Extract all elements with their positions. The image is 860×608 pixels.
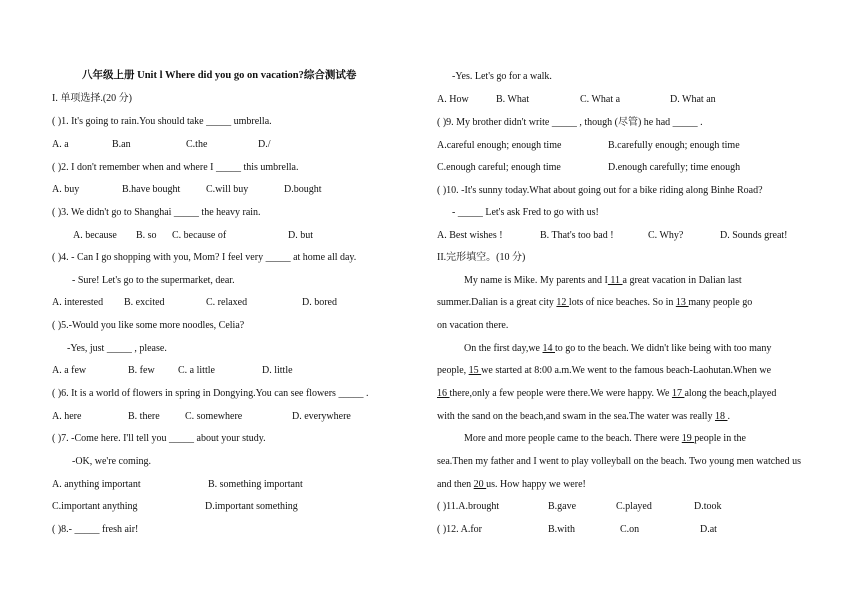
passage-line	[464, 343, 771, 355]
q10-option-a: A. Best wishes !	[437, 230, 503, 241]
q1-option-d: D./	[258, 139, 271, 150]
passage-line	[464, 433, 746, 445]
blank-19: 19	[681, 433, 695, 444]
passage-text: us. How happy we were!	[486, 479, 586, 490]
question-4: ( )4. - Can I go shopping with you, Mom? I feel very _____ at home all day.	[52, 252, 357, 263]
question-7-reply: -OK, we're coming.	[72, 456, 151, 467]
blank-18: 18	[714, 411, 728, 422]
passage-text: we started at 8:00 a.m.We went to the famous beach-Laohutan.When we	[481, 365, 772, 376]
q9-option-b: B.carefully enough; enough time	[608, 140, 740, 151]
section-1-heading: I. 单项选择.(20 分)	[52, 93, 132, 104]
q2-option-a: A. buy	[52, 184, 80, 195]
q2-option-c: C.will buy	[206, 184, 249, 195]
question-6: ( )6. It is a world of flowers in spring in Dongying.You can see flowers _____ .	[52, 388, 369, 399]
question-10: ( )10. -It's sunny today.What about going out for a bike riding along Binhe Road?	[437, 185, 763, 196]
q1-option-a: A. a	[52, 139, 69, 150]
q9-option-c: C.enough careful; enough time	[437, 162, 561, 173]
question-4-reply: - Sure! Let's go to the supermarket, dear.	[72, 275, 235, 286]
q11-option-b: B.gave	[548, 501, 577, 512]
q7-option-b: B. something important	[208, 479, 303, 490]
blank-14: 14	[542, 343, 555, 354]
blank-15: 15	[468, 365, 482, 376]
q4-option-d: D. bored	[302, 297, 337, 308]
q3-option-d: D. but	[288, 230, 313, 241]
q7-option-c: C.important anything	[52, 501, 138, 512]
question-8-reply: -Yes. Let's go for a walk.	[452, 71, 552, 82]
passage-text: .	[727, 411, 730, 422]
q12-option-b: B.with	[548, 524, 575, 535]
passage-text: to go to the beach. We didn't like being with too many	[555, 343, 772, 354]
passage-text: there,only a few people were there.We were happy. We	[449, 388, 672, 399]
q5-option-d: D. little	[262, 365, 293, 376]
q3-option-b: B. so	[136, 230, 157, 241]
passage-line	[464, 275, 742, 287]
passage-text: many people go	[688, 297, 753, 308]
question-3: ( )3. We didn't go to Shanghai _____ the heavy rain.	[52, 207, 261, 218]
blank-16: 16	[437, 388, 450, 399]
passage-text: people in the	[694, 433, 746, 444]
question-7: ( )7. -Come here. I'll tell you _____ about your study.	[52, 433, 266, 444]
q8-option-a: A. How	[437, 94, 469, 105]
blank-12: 12	[556, 297, 569, 308]
question-1: ( )1. It's going to rain.You should take _____ umbrella.	[52, 116, 272, 127]
question-9: ( )9. My brother didn't write _____ , though (尽管) he had _____ .	[437, 117, 703, 128]
passage-text: On the first day,we	[464, 343, 543, 354]
passage-text: and then	[437, 479, 474, 490]
q3-option-a: A. because	[73, 230, 117, 241]
q6-option-a: A. here	[52, 411, 82, 422]
document-title: 八年级上册 Unit l Where did you go on vacation?综合测试卷	[82, 70, 357, 81]
passage-line	[437, 388, 776, 400]
q8-option-c: C. What a	[580, 94, 621, 105]
passage-text: summer.Dalian is a great city	[437, 297, 557, 308]
q8-option-b: B. What	[496, 94, 530, 105]
q12-option-c: C.on	[620, 524, 640, 535]
passage-text: along the beach,played	[684, 388, 777, 399]
q2-option-d: D.bought	[284, 184, 322, 195]
passage-text: people,	[437, 365, 469, 376]
section-2-heading: II.完形填空。(10 分)	[437, 252, 526, 263]
q8-option-d: D. What an	[670, 94, 716, 105]
question-10-reply: - _____ Let's ask Fred to go with us!	[452, 207, 599, 218]
q2-option-b: B.have bought	[122, 184, 181, 195]
q5-option-a: A. a few	[52, 365, 87, 376]
q12-option-d: D.at	[700, 524, 717, 535]
passage-text: More and more people came to the beach. There were	[464, 433, 682, 444]
q10-option-d: D. Sounds great!	[720, 230, 788, 241]
q7-option-d: D.important something	[205, 501, 298, 512]
q1-option-b: B.an	[112, 139, 131, 150]
q4-option-a: A. interested	[52, 297, 104, 308]
passage-text: with the sand on the beach,and swam in the sea.The water was really	[437, 411, 715, 422]
passage-line: sea.Then my father and I went to play volleyball on the beach. Two young men watched us	[437, 456, 802, 467]
q5-option-b: B. few	[128, 365, 155, 376]
passage-text: lots of nice beaches. So in	[568, 297, 676, 308]
question-5-reply: -Yes, just _____ , please.	[67, 343, 167, 354]
q1-option-c: C.the	[186, 139, 208, 150]
q7-option-a: A. anything important	[52, 479, 141, 490]
q9-option-d: D.enough carefully; time enough	[608, 162, 741, 173]
q11-option-c: C.played	[616, 501, 652, 512]
passage-text: My name is Mike. My parents and I	[464, 275, 608, 286]
q4-option-c: C. relaxed	[206, 297, 248, 308]
passage-text: a great vacation in Dalian last	[622, 275, 742, 286]
q4-option-b: B. excited	[124, 297, 165, 308]
q9-option-a: A.careful enough; enough time	[437, 140, 562, 151]
blank-17: 17	[671, 388, 685, 399]
passage-line	[437, 297, 752, 309]
q10-option-c: C. Why?	[648, 230, 684, 241]
q11-option-d: D.took	[694, 501, 722, 512]
passage-line	[437, 479, 586, 491]
q10-option-b: B. That's too bad !	[540, 230, 614, 241]
question-11: ( )11.A.brought	[437, 501, 500, 512]
q6-option-d: D. everywhere	[292, 411, 351, 422]
question-5: ( )5.-Would you like some more noodles, Celia?	[52, 320, 245, 331]
passage-line: on vacation there.	[437, 320, 509, 331]
passage-line	[437, 365, 771, 377]
passage-line	[437, 411, 730, 423]
question-12: ( )12. A.for	[437, 524, 482, 535]
q6-option-c: C. somewhere	[185, 411, 243, 422]
question-8: ( )8.- _____ fresh air!	[52, 524, 139, 535]
blank-20: 20	[473, 479, 487, 490]
blank-13: 13	[675, 297, 689, 308]
q3-option-c: C. because of	[172, 230, 227, 241]
q6-option-b: B. there	[128, 411, 160, 422]
q5-option-c: C. a little	[178, 365, 215, 376]
blank-11: 11	[607, 275, 623, 286]
question-2: ( )2. I don't remember when and where I _____ this umbrella.	[52, 162, 299, 173]
